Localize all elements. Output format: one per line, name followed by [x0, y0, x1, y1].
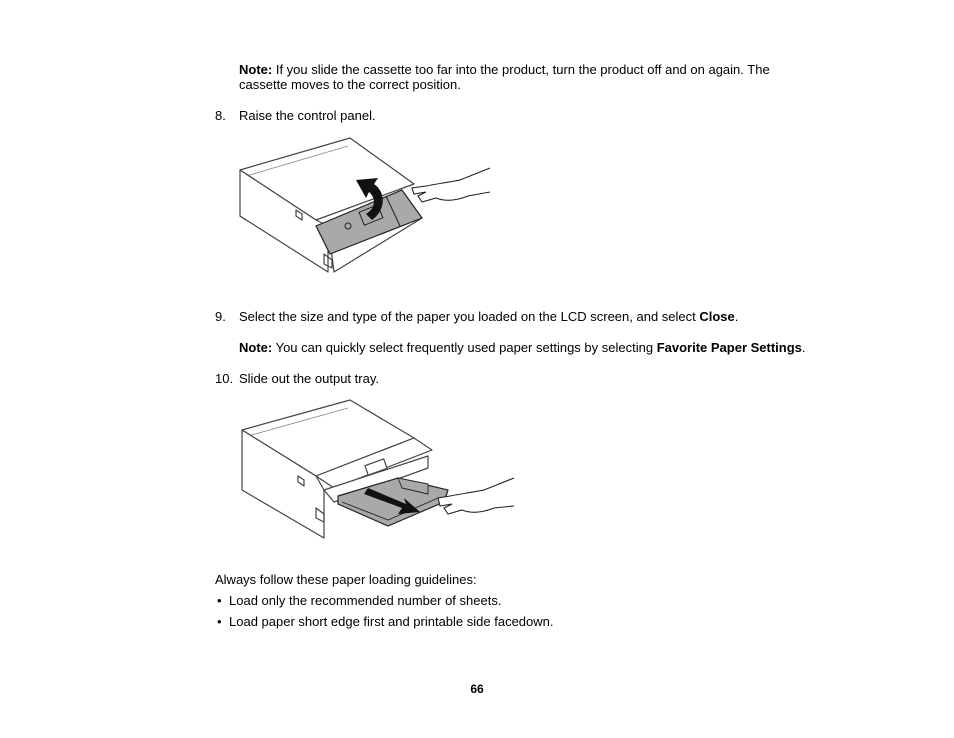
bullet-icon: •: [217, 614, 222, 629]
favorite-paper-settings-label: Favorite Paper Settings: [656, 340, 802, 355]
step-9-text: Select the size and type of the paper you loaded on the LCD screen, and select Close.: [239, 309, 739, 324]
step-10-text: Slide out the output tray.: [239, 371, 379, 386]
guideline-item: Load paper short edge first and printable side facedown.: [229, 614, 554, 629]
note-label: Note:: [239, 340, 273, 355]
page-number: 66: [470, 682, 484, 696]
bullet-icon: •: [217, 593, 222, 608]
hand-icon: [412, 168, 490, 202]
slide-output-tray-illustration: [238, 398, 518, 542]
step-9-number: 9.: [215, 309, 226, 324]
note-label: Note:: [239, 62, 273, 77]
hand-icon: [438, 478, 514, 514]
note-favorite-settings: Note: You can quickly select frequently used paper settings by selecting Favorite Paper Settings.: [239, 340, 806, 355]
guideline-item: Load only the recommended number of sheets.: [229, 593, 502, 608]
note-text-line1: If you slide the cassette too far into the product, turn the product off and on again. The: [272, 62, 770, 77]
step-8-number: 8.: [215, 108, 226, 123]
step-10-number: 10.: [215, 371, 234, 386]
raise-control-panel-illustration: [236, 134, 496, 276]
close-label: Close: [699, 309, 735, 324]
step-8-text: Raise the control panel.: [239, 108, 376, 123]
note-cassette: [239, 62, 770, 78]
guidelines-intro: Always follow these paper loading guidelines:: [215, 572, 477, 587]
note-text-line2: cassette moves to the correct position.: [239, 77, 461, 92]
